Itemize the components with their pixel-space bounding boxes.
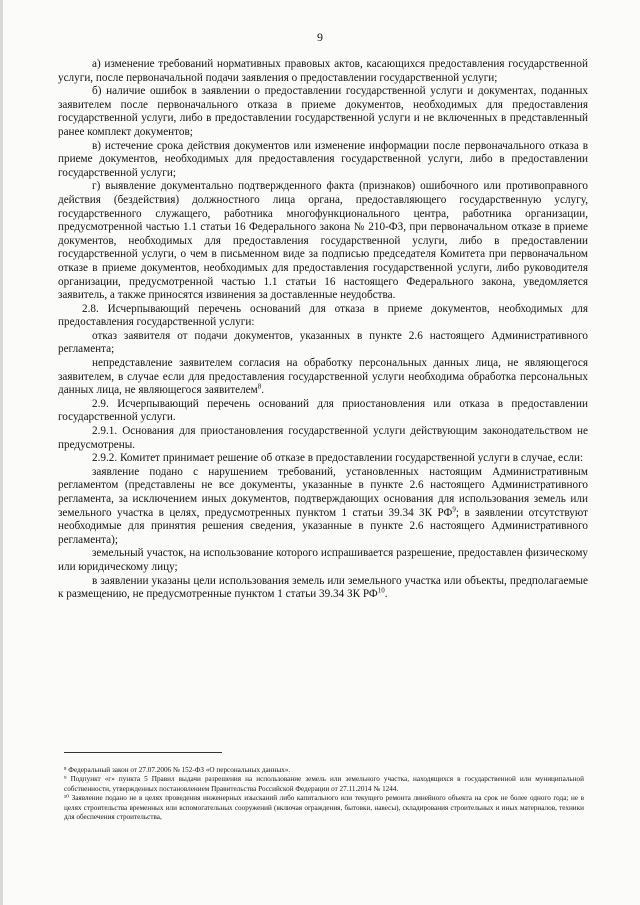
page-number: 9 [317,30,323,44]
footnote-10: ¹⁰ Заявление подано не в целях проведения инженерных изысканий либо капитального или текущего ремонта линейного объекта на срок не более одного года; не в целях строительства временных или вспомогательных сооружений (включая ограждения, бытовки, навесы), складирования строительных и иных материалов, техники для обеспечения строительства, [64,794,584,822]
violation-text-2: ; в заявлении отсутствуют необходимые для принятия решения сведения, указанные в пункте 2.6 настоящего Административного регламента); [58,506,588,546]
paragraph-b: б) наличие ошибок в заявлении о предоставлении государственной услуги и документах, поданных заявителем после первоначального отказа в приеме документов, необходимых для предоставления государственной услуги, либо в предоставлении государственной услуги и не включенных в представленный ранее комплект документов; [58,85,588,138]
section-2-8: 2.8. Исчерпывающий перечень оснований для отказа в приеме документов, необходимых для предоставления государственной услуги: [58,302,588,329]
purposes-end: . [384,588,388,601]
footnotes [64,766,584,822]
footnote-9: ⁹ Подпункт «г» пункта 5 Правил выдачи разрешения на использование земель или земельного участка, находящихся в государственной или муниципальной собственности, утвержденных постановлением Правительства Российской Федерации от 27.11.2014 № 1244. [64,775,584,793]
footnote-8: ⁸ Федеральный закон от 27.07.2006 № 152-ФЗ «О персональных данных». [64,766,291,774]
purposes-text: в заявлении указаны цели использования земель или земельного участка или объекты, предполагаемые к размещению, не предусмотренные пунктом 1 статьи 39.34 ЗК РФ [58,574,588,601]
paragraph-purposes [58,575,588,602]
section-2-9-1: 2.9.1. Основания для приостановления государственной услуги действующим законодательством не предусмотрены. [58,425,588,451]
paragraph-refusal-submission: отказ заявителя от подачи документов, указанных в пункте 2.6 настоящего Административного регламента; [58,329,588,356]
section-2-9-2: 2.9.2. Комитет принимает решение об отказе в предоставлении государственной услуги в случае, если: [92,452,584,465]
footnote-divider [64,752,222,753]
footnote-ref-9: 9 [452,504,456,513]
violation-text-1: заявление подано с нарушением требований, установленных настоящим Административным регламентом (представлены не все документы, указанные в пункте 2.6 настоящего Административного регламента, за исключением иных документов, подтверждающих основания для использования земель или земельного участка в целях, предусмотренных пунктом 1 статьи 39.34 ЗК РФ [58,465,588,519]
paragraph-violation [58,466,588,548]
paragraph-v: в) истечение срока действия документов или изменение информации после первоначального отказа в приеме документов, необходимых для предоставления государственной услуги, либо в предоставлении государственной услуги; [58,139,588,179]
section-2-9: 2.9. Исчерпывающий перечень оснований для приостановления или отказа в предоставлении государственной услуги. [58,397,588,424]
consent-text: непредставление заявителем согласия на обработку персональных данных лица, не являющегося заявителем, в случае если для предоставления государственной услуги необходима обработка персональных данных лица, не являющегося заявителем [58,357,588,397]
scan-edge [0,0,3,905]
footnote-ref-10: 10 [377,586,385,595]
main-text [58,58,588,602]
paragraph-land-provided: земельный участок, на использование которого испрашивается разрешение, предоставлен физическому или юридическому лицу; [58,547,588,573]
paragraph-a: а) изменение требований нормативных правовых актов, касающихся предоставления государственной услуги, после первоначальной подачи заявления о предоставлении государственной услуги; [58,58,588,84]
paragraph-g: г) выявление документально подтвержденного факта (признаков) ошибочного или противоправного действия (бездействия) должностного лица органа, предоставляющего государственную услугу, государственного служащего, работника многофункционального центра, работника организации, предусмотренной частью 1.1 статьи 16 Федерального закона № 210-ФЗ, при первоначальном отказе в приеме документов, необходимых для предоставления государственной услуги, либо в предоставлении государственной услуги, о чем в письменном виде за подписью председателя Комитета при первоначальном отказе в приеме документов, необходимых для предоставления государственной услуги, либо руководителя организации, предусмотренной частью 1.1 статьи 16 настоящего Федерального закона, уведомляется заявитель, а также приносятся извинения за доставленные неудобства. [58,180,588,302]
paragraph-consent: непредставление заявителем согласия на обработку персональных данных лица, не являющегося заявителем, в случае если для предоставления государственной услуги необходима обработка персональных данных лица, не являющегося заявителем$^8$. [58,357,588,397]
footnote-ref-8: 8 [257,382,262,391]
